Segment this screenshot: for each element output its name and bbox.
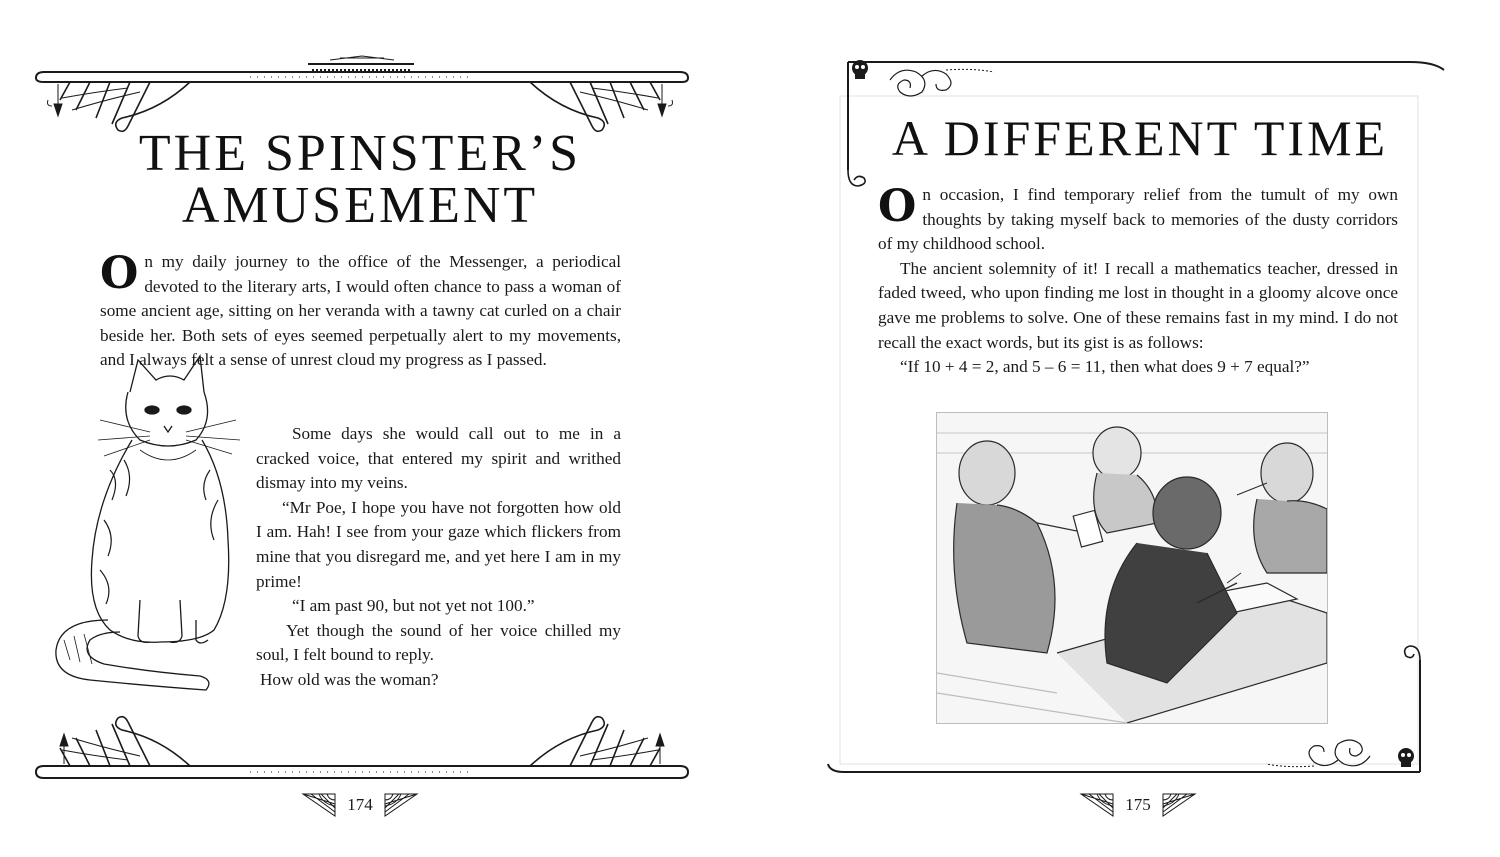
- schoolboys-illustration: [936, 412, 1328, 724]
- page-number: 174: [347, 795, 373, 814]
- title-line-2: AMUSEMENT: [181, 177, 539, 234]
- skull-icon: [852, 60, 868, 79]
- page-title: A DIFFERENT TIME: [891, 110, 1389, 166]
- paragraph: n my daily journey to the office of the Messenger, a periodical devoted to the literary arts, I would often chance to pass a woman of some ancient age, sitting on her veranda with a tawny cat curled on a chair beside her. Both sets of eyes seemed perpetually alert to my movements, and I always felt a sense of unrest cloud my progress as I passed.: [100, 252, 621, 370]
- story-body: [878, 183, 1398, 380]
- schoolboys-icon: [937, 413, 1327, 723]
- question: How old was the woman?: [260, 669, 439, 689]
- paragraph: “I am past 90, but not yet not 100.”: [292, 596, 535, 616]
- title-line-1: THE SPINSTER’S: [138, 125, 582, 182]
- drop-cap: O: [100, 248, 139, 299]
- paragraph: Yet though the sound of her voice chilled my soul, I felt bound to reply.: [256, 620, 621, 665]
- page-number-footer: [290, 790, 430, 820]
- paragraph: The ancient solemnity of it! I recall a mathematics teacher, dressed in faded tweed, who upon finding me lost in thought in a gloomy alcove once gave me problems to solve. One of these remains fast in my mind. I do not recall the exact words, but its gist is as follows:: [878, 258, 1398, 352]
- right-page: [750, 0, 1500, 857]
- page-number-footer: [1068, 790, 1208, 820]
- cobweb-icon: [301, 792, 337, 818]
- cobweb-icon: [1079, 792, 1115, 818]
- cobweb-icon: [383, 792, 419, 818]
- drop-cap: O: [878, 181, 917, 232]
- paragraph: “Mr Poe, I hope you have not forgotten how old I am. Hah! I see from your gaze which flickers from mine that you disregard me, and yet here I am in my prime!: [256, 497, 621, 591]
- candle-icon: [656, 734, 664, 764]
- page-number: 175: [1125, 795, 1151, 814]
- cobweb-icon: [1161, 792, 1197, 818]
- paragraph: n occasion, I find temporary relief from the tumult of my own thoughts by taking myself back to memories of the dusty corridors of my childhood school.: [878, 185, 1398, 254]
- paragraph: Some days she would call out to me in a cracked voice, that entered my spirit and writhed dismay into my veins.: [256, 424, 621, 493]
- math-puzzle: “If 10 + 4 = 2, and 5 – 6 = 11, then what does 9 + 7 equal?”: [900, 357, 1310, 377]
